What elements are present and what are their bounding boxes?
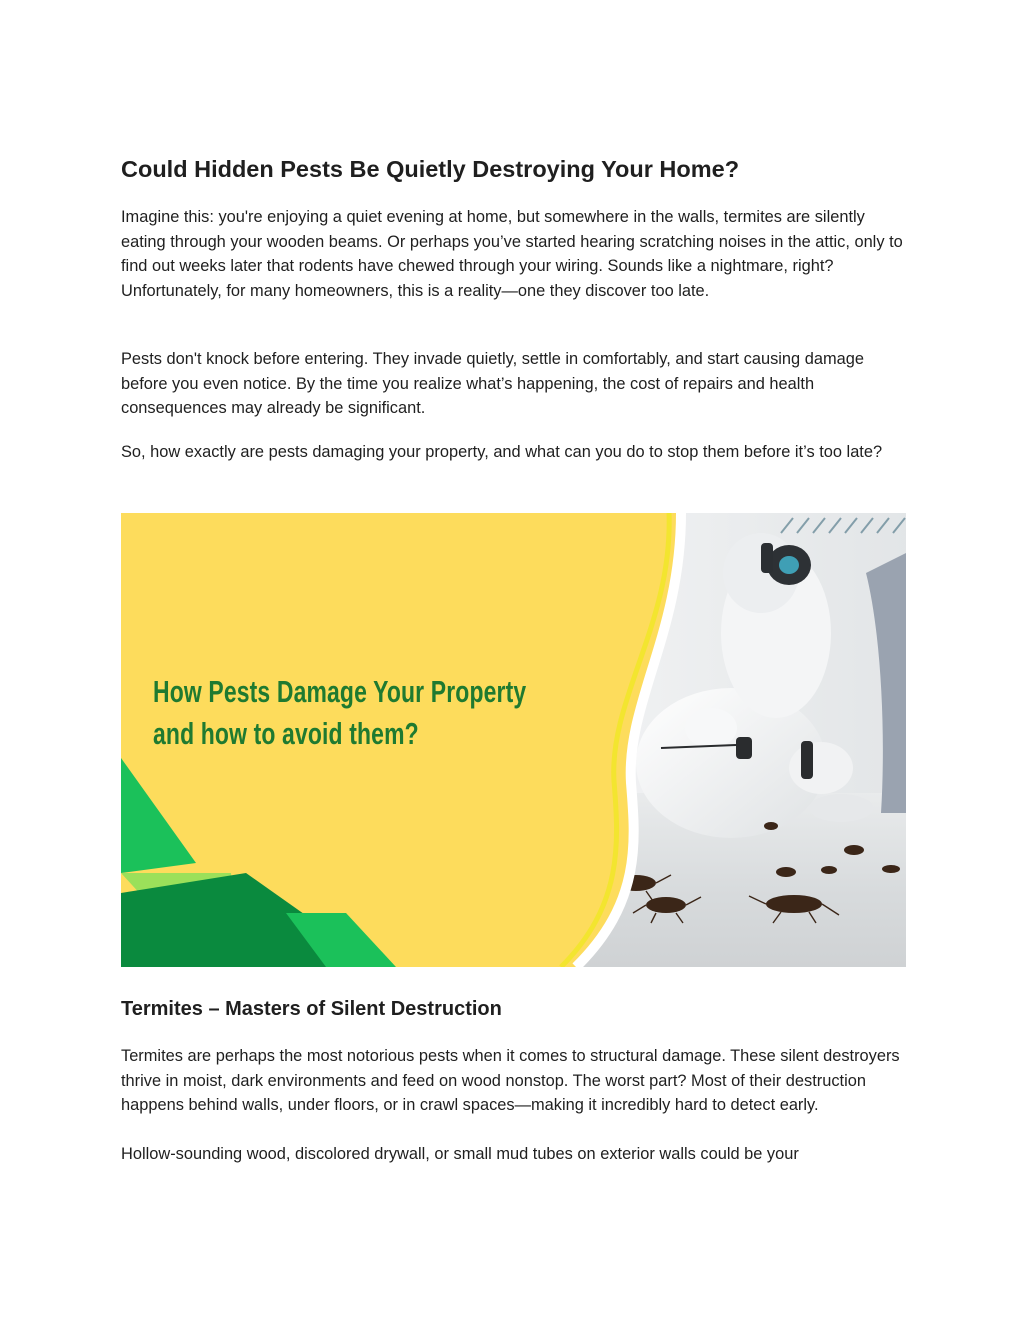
- intro-paragraph-1: Imagine this: you're enjoying a quiet evening at home, but somewhere in the walls, termites are silently eating through your wooden beams. Or perhaps you’ve started hearing scratching noises in the attic, only to find out weeks later that rodents have chewed through your wiring. Sounds like a nightmare, right? Unfortunately, for many homeowners, this is a reality—one they discover too late.: [121, 208, 903, 300]
- banner-title: [153, 671, 526, 755]
- banner-image: [121, 513, 906, 967]
- intro-paragraph-3: So, how exactly are pests damaging your property, and what can you do to stop them before it’s too late?: [121, 443, 883, 461]
- intro-paragraph-2: Pests don't knock before entering. They invade quietly, settle in comfortably, and start causing damage before you even notice. By the time you realize what’s happening, the cost of repairs and health consequences may already be significant.: [121, 350, 864, 417]
- article-title: Could Hidden Pests Be Quietly Destroying Your Home?: [121, 156, 740, 182]
- banner-title-line-2: and how to avoid them?: [153, 716, 419, 751]
- section-heading-termites: Termites – Masters of Silent Destruction: [121, 998, 502, 1020]
- termites-paragraph: Termites are perhaps the most notorious pests when it comes to structural damage. These silent destroyers thrive in moist, dark environments and feed on wood nonstop. The worst part? Most of their destruction happens behind walls, under floors, or in crawl spaces—making it incredibly hard to detect early.: [121, 1047, 900, 1114]
- banner-title-line-1: How Pests Damage Your Property: [153, 674, 527, 709]
- termites-paragraph-continued: Hollow-sounding wood, discolored drywall, or small mud tubes on exterior walls could be your: [121, 1145, 799, 1163]
